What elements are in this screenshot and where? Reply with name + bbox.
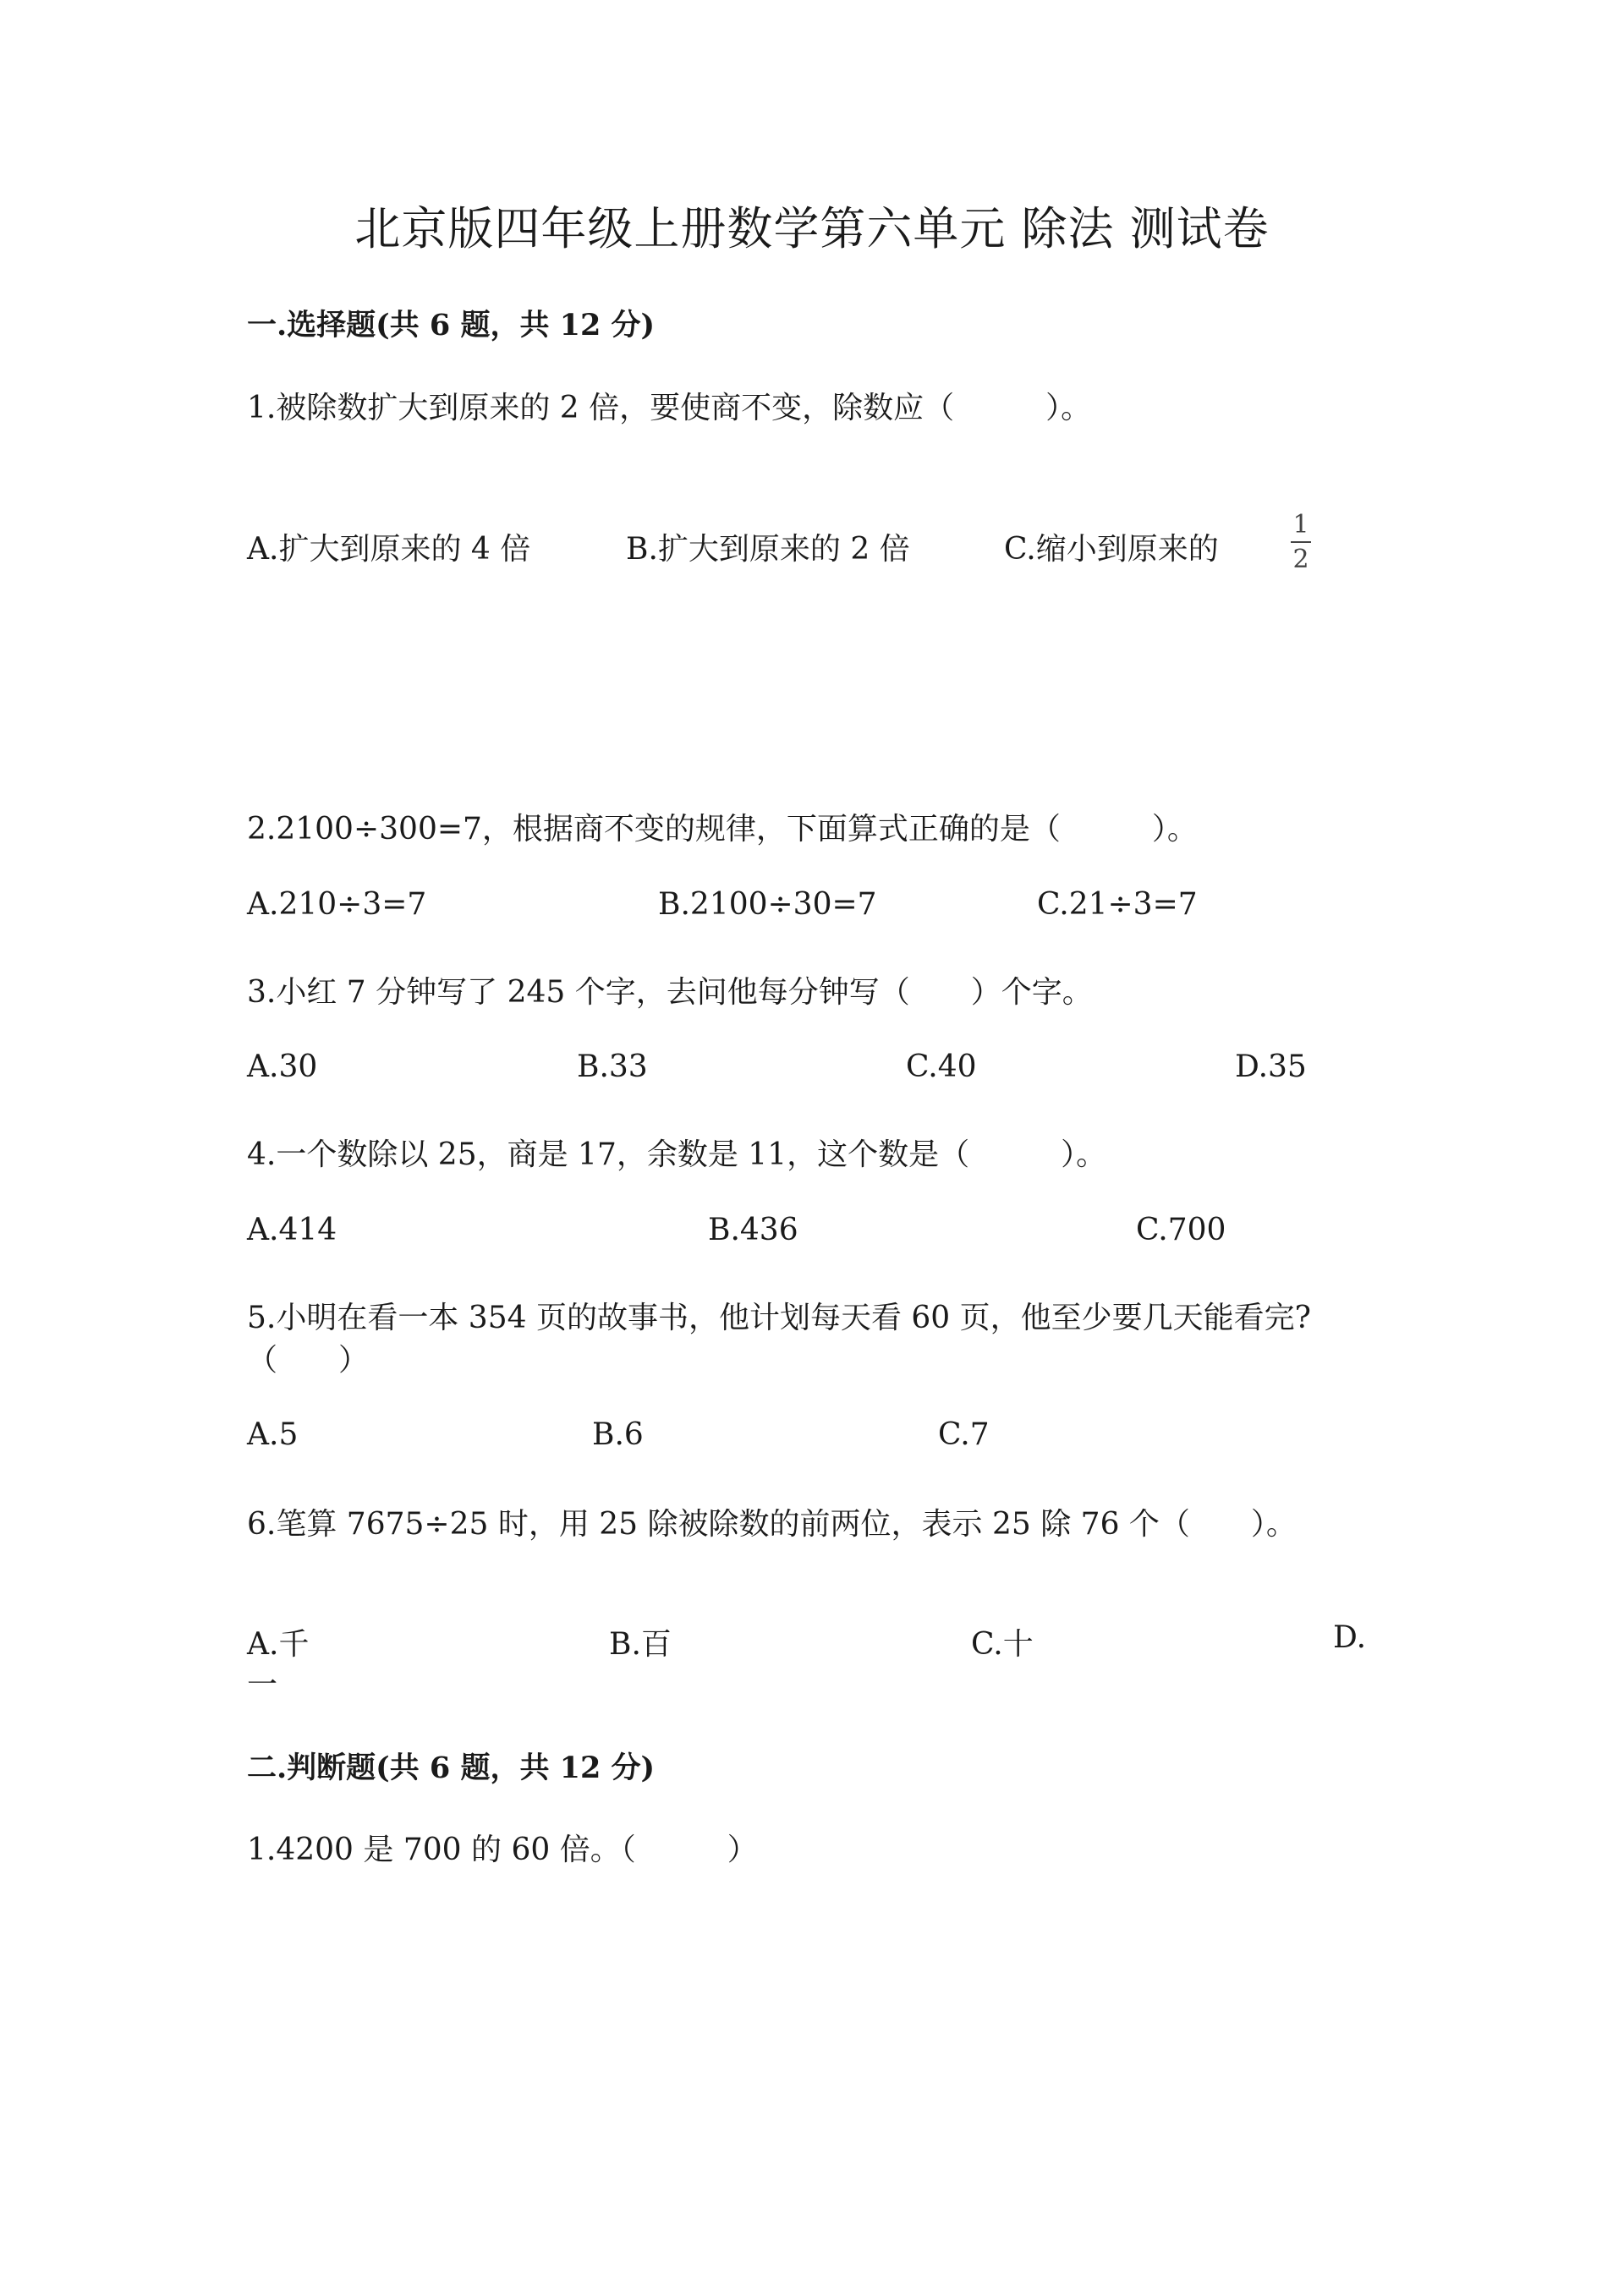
question-4-option-c: C.700 — [1136, 1213, 1226, 1247]
question-6-option-b: B.百 — [609, 1627, 672, 1662]
question-3-option-a: A.30 — [247, 1049, 318, 1084]
question-5-stem: 5.小明在看一本 354 页的故事书，他计划每天看 60 页，他至少要几天能看完? — [247, 1301, 1311, 1335]
question-3-option-c: C.40 — [906, 1049, 977, 1084]
question-2-option-a: A.210÷3=7 — [247, 887, 427, 922]
question-3-option-d: D.35 — [1235, 1049, 1307, 1084]
question-3-stem: 3.小红 7 分钟写了 245 个字，去问他每分钟写（ ）个字。 — [247, 975, 1093, 1010]
question-6-option-d-text: 一 — [247, 1668, 278, 1702]
question-3-option-b: B.33 — [577, 1049, 648, 1084]
question-5-answer-blank: （ ） — [247, 1343, 370, 1378]
page-title: 北京版四年级上册数学第六单元 除法 测试卷 — [354, 202, 1270, 255]
fraction-one-half — [1284, 511, 1318, 574]
section-heading-choice: 一.选择题(共 6 题，共 12 分) — [247, 308, 656, 342]
judge-question-1-stem: 1.4200 是 700 的 60 倍。（ ） — [247, 1833, 758, 1867]
question-1-option-a: A.扩大到原来的 4 倍 — [247, 532, 531, 567]
question-4-option-b: B.436 — [708, 1213, 798, 1247]
question-1-stem: 1.被除数扩大到原来的 2 倍，要使商不变，除数应（ ）。 — [247, 391, 1092, 425]
question-1-option-b: B.扩大到原来的 2 倍 — [626, 532, 910, 567]
question-5-option-a: A.5 — [247, 1417, 299, 1452]
question-2-stem: 2.2100÷300=7，根据商不变的规律，下面算式正确的是（ ）。 — [247, 812, 1198, 847]
question-4-option-a: A.414 — [247, 1213, 337, 1247]
question-6-option-c: C.十 — [971, 1627, 1034, 1662]
fraction-bar — [1291, 541, 1311, 543]
question-4-stem: 4.一个数除以 25，商是 17，余数是 11，这个数是（ ）。 — [247, 1137, 1107, 1172]
fraction-denominator: 2 — [1292, 545, 1309, 574]
question-2-option-b: B.2100÷30=7 — [658, 887, 877, 922]
question-6-option-a: A.千 — [247, 1627, 310, 1662]
section-heading-judge: 二.判断题(共 6 题，共 12 分) — [247, 1751, 656, 1785]
question-5-option-c: C.7 — [938, 1417, 990, 1452]
question-6-option-d: D. — [1333, 1620, 1367, 1655]
question-6-stem: 6.笔算 7675÷25 时，用 25 除被除数的前两位，表示 25 除 76 个（ ）。 — [247, 1507, 1297, 1542]
question-2-option-c: C.21÷3=7 — [1037, 887, 1198, 922]
fraction-numerator: 1 — [1292, 510, 1309, 540]
question-5-option-b: B.6 — [592, 1417, 644, 1452]
question-1-option-c: C.缩小到原来的 — [1004, 532, 1219, 567]
